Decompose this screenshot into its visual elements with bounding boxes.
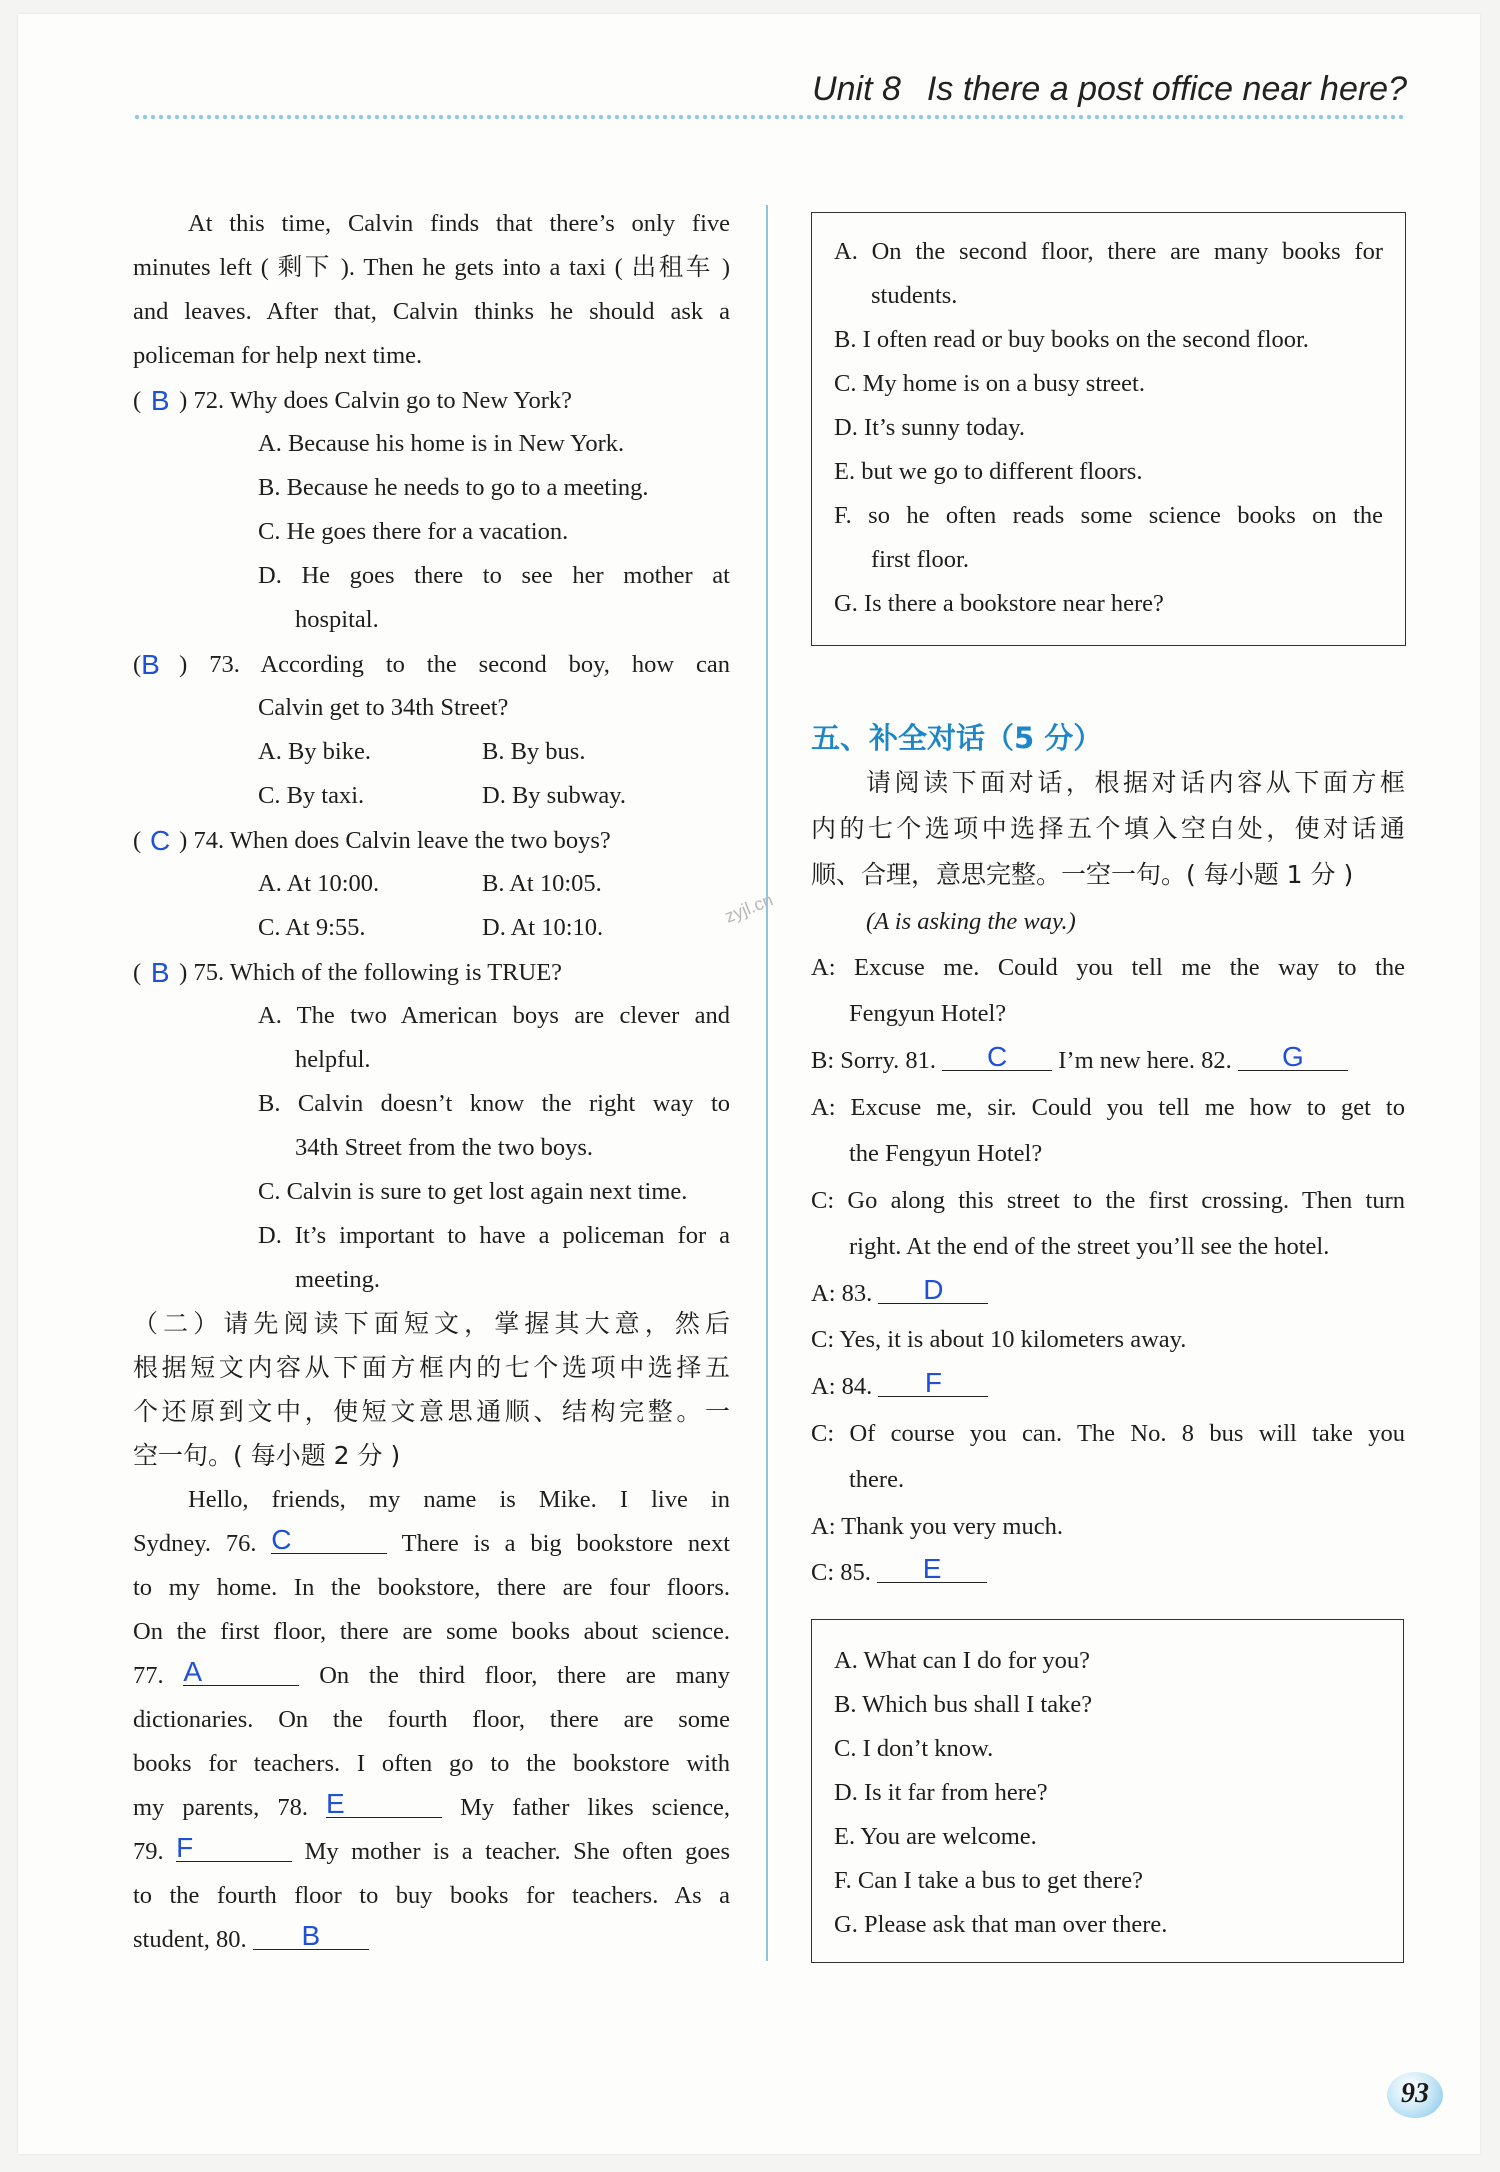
box1-option-d: D. It’s sunny today. xyxy=(834,414,1025,441)
blank-78: E xyxy=(326,1791,442,1818)
question-73-stem-cont: Calvin get to 34th Street? xyxy=(258,694,509,721)
answer-74: C xyxy=(150,825,171,856)
dialogue-line-1-cont: Fengyun Hotel? xyxy=(849,1000,1007,1027)
q72-option-a: A. Because his home is in New York. xyxy=(258,430,625,457)
dialogue-line-7: A: 84. F xyxy=(811,1372,988,1402)
box1-option-g: G. Is there a bookstore near here? xyxy=(834,590,1164,617)
blank-84: F xyxy=(878,1370,988,1397)
question-73-stem: ) 73. According to the second boy, how can xyxy=(179,651,730,678)
answer-75: B xyxy=(150,957,170,988)
dialogue-situation: (A is asking the way.) xyxy=(866,908,1076,935)
question-72: ( B ) 72. Why does Calvin go to New York? xyxy=(133,385,573,416)
passage-line-1: Hello, friends, my name is Mike. I live in xyxy=(188,1486,730,1513)
blank-80: B xyxy=(253,1923,369,1950)
unit-title: Is there a post office near here? xyxy=(926,70,1407,108)
watermark: zyjl.cn xyxy=(721,889,776,927)
box1-option-a-cont: students. xyxy=(871,282,958,309)
passage-line-5: 77. A On the third floor, there are many xyxy=(133,1656,731,1689)
passage-line-3: to my home. In the bookstore, there are four floors. xyxy=(133,1574,730,1601)
q75-option-d-cont: meeting. xyxy=(295,1266,381,1293)
dialogue-line-8: C: Of course you can. The No. 8 bus will take you xyxy=(811,1420,1405,1447)
q75-option-b-cont: 34th Street from the two boys. xyxy=(295,1134,594,1161)
q74-option-d: D. At 10:10. xyxy=(482,914,604,941)
box2-option-b: B. Which bus shall I take? xyxy=(834,1691,1093,1718)
q74-option-a: A. At 10:00. xyxy=(258,870,380,897)
section-instruction-3: 顺、合理，意思完整。一空一句。( 每小题 1 分 ) xyxy=(811,860,1354,889)
q73-option-c: C. By taxi. xyxy=(258,782,365,809)
box2-option-a: A. What can I do for you? xyxy=(834,1647,1091,1674)
part2-instruction-1: （二）请先阅读下面短文，掌握其大意，然后 xyxy=(133,1309,730,1338)
blank-83: D xyxy=(878,1277,988,1304)
dialogue-line-5: A: 83. D xyxy=(811,1279,988,1309)
intro-line-3: and leaves. After that, Calvin thinks he should ask a xyxy=(133,298,730,325)
box2-option-e: E. You are welcome. xyxy=(834,1823,1037,1850)
passage-line-10: to the fourth floor to buy books for teachers. As a xyxy=(133,1882,730,1909)
dialogue-line-4-cont: right. At the end of the street you’ll see the hotel. xyxy=(849,1233,1330,1260)
box1-option-e: E. but we go to different floors. xyxy=(834,458,1143,485)
q74-option-c: C. At 9:55. xyxy=(258,914,366,941)
dialogue-line-3-cont: the Fengyun Hotel? xyxy=(849,1140,1043,1167)
q74-option-b: B. At 10:05. xyxy=(482,870,602,897)
passage-line-2: Sydney. 76. C There is a big bookstore next xyxy=(133,1524,731,1557)
dotted-divider xyxy=(133,114,1407,120)
part2-instruction-2: 根据短文内容从下面方框内的七个选项中选择五 xyxy=(133,1353,730,1382)
box2-option-g: G. Please ask that man over there. xyxy=(834,1911,1168,1938)
answer-72: B xyxy=(150,385,170,416)
blank-82: G xyxy=(1238,1044,1348,1071)
intro-line-1: At this time, Calvin finds that there’s only five xyxy=(188,210,730,237)
dialogue-line-4: C: Go along this street to the first crossing. Then turn xyxy=(811,1187,1405,1214)
box1-option-a: A. On the second floor, there are many books for xyxy=(834,238,1383,265)
question-75-stem: ) 75. Which of the following is TRUE? xyxy=(179,959,563,986)
q73-option-b: B. By bus. xyxy=(482,738,586,765)
question-73: (B ) 73. According to the second boy, how can xyxy=(133,649,730,680)
question-74-stem: ) 74. When does Calvin leave the two boys? xyxy=(179,827,611,854)
blank-85: E xyxy=(877,1556,987,1583)
running-head xyxy=(812,70,1407,109)
passage-line-8: my parents, 78. E My father likes science, xyxy=(133,1788,730,1821)
q72-option-b: B. Because he needs to go to a meeting. xyxy=(258,474,649,501)
box2-option-f: F. Can I take a bus to get there? xyxy=(834,1867,1143,1894)
intro-line-4: policeman for help next time. xyxy=(133,342,423,369)
q72-option-c: C. He goes there for a vacation. xyxy=(258,518,569,545)
passage-line-7: books for teachers. I often go to the bookstore with xyxy=(133,1750,730,1777)
question-75: ( B ) 75. Which of the following is TRUE? xyxy=(133,957,563,988)
q75-option-b: B. Calvin doesn’t know the right way to xyxy=(258,1090,730,1117)
part2-instruction-4: 空一句。( 每小题 2 分 ) xyxy=(133,1441,401,1470)
q72-option-d-cont: hospital. xyxy=(295,606,379,633)
page-number-text: 93 xyxy=(1401,2078,1429,2109)
unit-label: Unit 8 xyxy=(812,70,901,108)
box1-option-c: C. My home is on a busy street. xyxy=(834,370,1145,397)
box2-option-c: C. I don’t know. xyxy=(834,1735,994,1762)
q72-option-d: D. He goes there to see her mother at xyxy=(258,562,730,589)
intro-line-2: minutes left ( 剩下 ). Then he gets into a taxi ( 出租车 ) xyxy=(133,254,730,281)
passage-line-4: On the first floor, there are some books about science. xyxy=(133,1618,730,1645)
q75-option-c: C. Calvin is sure to get lost again next time. xyxy=(258,1178,688,1205)
page-number xyxy=(1387,2072,1443,2118)
blank-81: C xyxy=(942,1044,1052,1071)
box1-option-f-cont: first floor. xyxy=(871,546,969,573)
question-74: ( C ) 74. When does Calvin leave the two boys? xyxy=(133,825,611,856)
blank-79: F xyxy=(176,1835,292,1862)
answer-73: B xyxy=(141,649,160,680)
box1-option-b: B. I often read or buy books on the second floor. xyxy=(834,326,1309,353)
dialogue-line-2: B: Sorry. 81. C I’m new here. 82. G xyxy=(811,1046,1348,1076)
dialogue-line-9: A: Thank you very much. xyxy=(811,1513,1063,1540)
box1-option-f: F. so he often reads some science books on the xyxy=(834,502,1383,529)
blank-76: C xyxy=(271,1527,387,1554)
q75-option-d: D. It’s important to have a policeman for a xyxy=(258,1222,730,1249)
q75-option-a: A. The two American boys are clever and xyxy=(258,1002,730,1029)
part2-instruction-3: 个还原到文中，使短文意思通顺、结构完整。一 xyxy=(133,1397,730,1426)
dialogue-line-10: C: 85. E xyxy=(811,1558,987,1588)
column-divider xyxy=(766,205,768,1961)
section-instruction-2: 内的七个选项中选择五个填入空白处，使对话通 xyxy=(811,814,1405,843)
box2-option-d: D. Is it far from here? xyxy=(834,1779,1048,1806)
dialogue-line-1: A: Excuse me. Could you tell me the way to the xyxy=(811,954,1405,981)
passage-line-9: 79. F My mother is a teacher. She often goes xyxy=(133,1832,731,1865)
blank-77: A xyxy=(183,1659,299,1686)
dialogue-line-8-cont: there. xyxy=(849,1466,905,1493)
passage-line-11: student, 80. B xyxy=(133,1925,730,1955)
section-instruction-1: 请阅读下面对话，根据对话内容从下面方框 xyxy=(866,768,1405,797)
dialogue-line-3: A: Excuse me, sir. Could you tell me how to get to xyxy=(811,1094,1405,1121)
q73-option-a: A. By bike. xyxy=(258,738,371,765)
q73-option-d: D. By subway. xyxy=(482,782,627,809)
section-title: 五、补全对话（5 分） xyxy=(811,721,1103,755)
q75-option-a-cont: helpful. xyxy=(295,1046,371,1073)
question-72-stem: ) 72. Why does Calvin go to New York? xyxy=(179,387,573,414)
passage-line-6: dictionaries. On the fourth floor, there are some xyxy=(133,1706,730,1733)
dialogue-line-6: C: Yes, it is about 10 kilometers away. xyxy=(811,1326,1187,1353)
